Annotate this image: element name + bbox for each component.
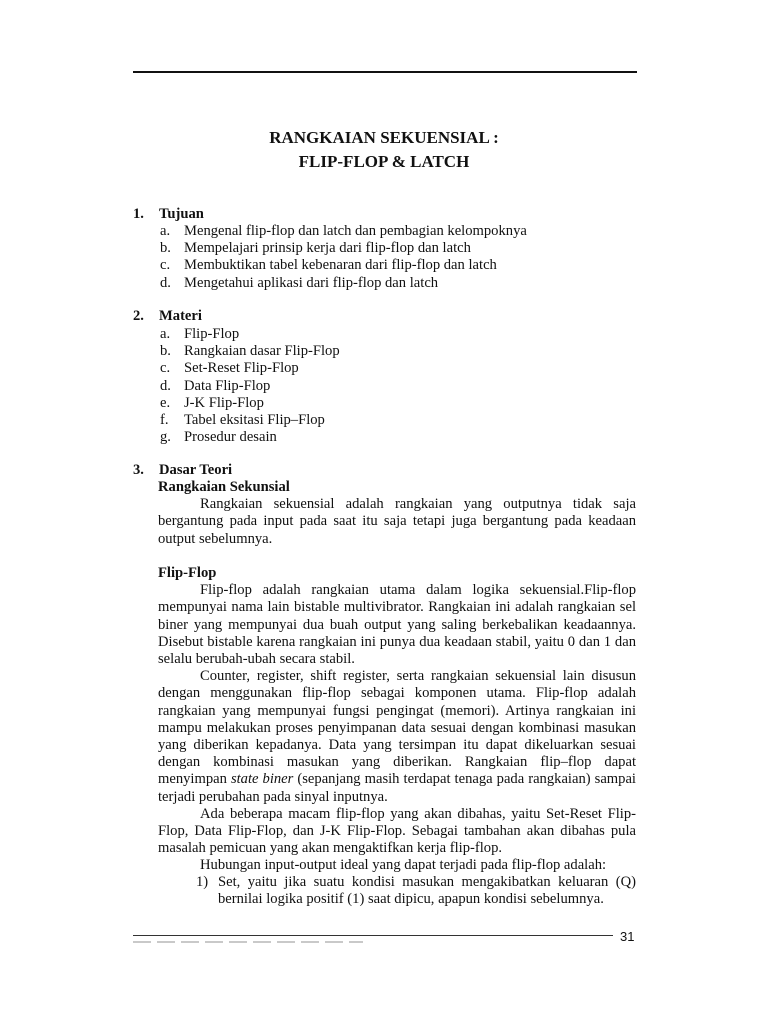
paragraph-rangkaian-sekuensial: Rangkaian sekuensial adalah rangkaian yang outputnya tidak saja bergantung pada input pada saat itu saja tetapi juga bergantung pada keadaan output sebelumnya. xyxy=(158,496,636,547)
item-number: 1) xyxy=(196,874,209,890)
list-letter: g. xyxy=(160,429,171,446)
italic-term: state biner xyxy=(230,771,294,788)
list-text: Mempelajari prinsip kerja dari flip-flop dan latch xyxy=(184,240,471,257)
section-title: Tujuan xyxy=(159,206,204,222)
list-letter: d. xyxy=(160,274,171,291)
paragraph-flip-flop-types: Ada beberapa macam flip-flop yang akan dibahas, yaitu Set-Reset Flip-Flop, Data Flip-Flop, dan J-K Flip-Flop. Sebagai tambahan akan dibahas pula masalah pemicuan yang akan mengaktifkan kerja flip-flop. xyxy=(158,805,636,857)
list-item xyxy=(160,326,340,343)
list-text: Flip-Flop xyxy=(184,326,240,342)
footer-faint-text xyxy=(133,941,363,943)
list-text: Prosedur desain xyxy=(184,429,277,446)
list-item xyxy=(160,395,340,412)
page-title-line2: FLIP-FLOP & LATCH xyxy=(298,152,470,171)
item-text: Set, yaitu jika suatu kondisi masukan mengakibatkan keluaran (Q) bernilai logika positif (1) saat dipicu, apapun kondisi sebelumnya. xyxy=(218,874,636,908)
list-letter: f. xyxy=(160,411,169,428)
list-text: J-K Flip-Flop xyxy=(184,394,264,411)
list-letter: c. xyxy=(160,360,171,377)
page-number: 31 xyxy=(620,929,635,944)
paragraph-io-relation: Hubungan input-output ideal yang dapat terjadi pada flip-flop adalah: xyxy=(200,857,607,874)
list-item xyxy=(160,412,340,429)
list-item xyxy=(160,360,340,377)
subheading-rangkaian-sekunsial: Rangkaian Sekunsial xyxy=(158,479,290,495)
list-letter: a. xyxy=(160,326,171,342)
list-letter: c. xyxy=(160,257,171,274)
section-dasar-teori-heading xyxy=(133,462,232,479)
list-letter: a. xyxy=(160,223,171,239)
list-text: Mengenal flip-flop dan latch dan pembagian kelompoknya xyxy=(184,223,527,239)
list-text: Mengetahui aplikasi dari flip-flop dan latch xyxy=(184,274,439,291)
section-number: 1. xyxy=(133,206,144,222)
page-title-line1: RANGKAIAN SEKUENSIAL : xyxy=(269,128,499,147)
paragraph-flip-flop-memory xyxy=(158,668,636,806)
dasar-teori-body xyxy=(158,479,636,875)
list-item xyxy=(160,240,527,257)
list-item xyxy=(160,429,340,446)
footer-rule xyxy=(133,935,613,936)
section-tujuan-heading xyxy=(133,206,204,223)
list-text: Set-Reset Flip-Flop xyxy=(184,360,299,377)
tujuan-list xyxy=(160,223,527,292)
header-rule xyxy=(133,71,637,73)
list-letter: b. xyxy=(160,240,171,257)
list-text: Rangkaian dasar Flip-Flop xyxy=(184,343,340,360)
list-text: Membuktikan tabel kebenaran dari flip-flop dan latch xyxy=(184,257,497,274)
list-text: Data Flip-Flop xyxy=(184,377,271,394)
list-letter: e. xyxy=(160,394,171,411)
numbered-item-set xyxy=(196,874,636,908)
list-item xyxy=(160,223,527,240)
paragraph-text: (sepanjang masih terdapat tenaga pada rangkaian) sampai terjadi perubahan pada sinyal inputnya. xyxy=(158,771,636,805)
section-title: Materi xyxy=(159,308,202,324)
list-item xyxy=(160,257,527,274)
list-text: Tabel eksitasi Flip–Flop xyxy=(184,411,325,428)
list-letter: b. xyxy=(160,343,171,360)
list-item xyxy=(160,343,340,360)
section-materi-heading xyxy=(133,308,202,325)
list-item xyxy=(160,275,527,292)
subheading-flip-flop: Flip-Flop xyxy=(158,565,217,581)
section-title: Dasar Teori xyxy=(159,462,233,478)
paragraph-text: Counter, register, shift register, serta rangkaian sekuensial lain disusun dengan menggunakan flip-flop sebagai komponen utama. Flip-flop adalah rangkaian yang mempunyai fungsi pengingat (memori). Artinya rangkaian ini mampu melakukan proses penyimpanan data sesuai dengan kombinasi masukan yang diberikan kepadanya. Data yang tersimpan itu dapat dikeluarkan sesuai dengan kombinasi masukan yang diberikan. Rangkaian flip–flop dapat menyimpan xyxy=(158,668,636,788)
section-number: 2. xyxy=(133,308,144,324)
materi-list xyxy=(160,326,340,446)
section-number: 3. xyxy=(133,462,144,478)
list-letter: d. xyxy=(160,377,171,394)
list-item xyxy=(160,378,340,395)
paragraph-flip-flop-definition: Flip-flop adalah rangkaian utama dalam logika sekuensial.Flip-flop mempunyai nama lain bistable multivibrator. Rangkaian ini adalah rangkaian sel biner yang mempunyai dua buah output yang saling berkebalikan keadaannya. Disebut bistable karena rangkaian ini punya dua keadaan stabil, yaitu 0 dan 1 dan selalu berubah-ubah secara stabil. xyxy=(158,582,636,668)
